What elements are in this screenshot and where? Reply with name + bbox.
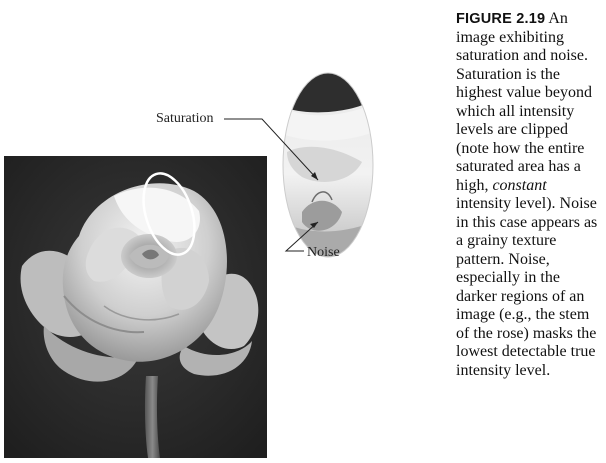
noise-label: Noise: [307, 245, 340, 260]
rose-photograph: [4, 156, 267, 458]
caption-emphasis: constant: [492, 176, 547, 194]
zoomed-detail-inset: [282, 72, 374, 258]
saturation-label: Saturation: [156, 111, 214, 126]
figure-caption: [456, 10, 604, 380]
caption-text-part2: intensity level). Noise in this case appears as a grainy texture pattern. Noise, especially in the darker regions of an image (e.g., the stem of the rose) masks the lowest detectable true intensity level.: [456, 195, 598, 379]
caption-text-part1: An image exhibiting saturation and noise. Saturation is the highest value beyond which all intensity levels are clipped (note how the entire saturated area has a high,: [456, 10, 592, 194]
figure-number: FIGURE 2.19: [456, 11, 546, 27]
